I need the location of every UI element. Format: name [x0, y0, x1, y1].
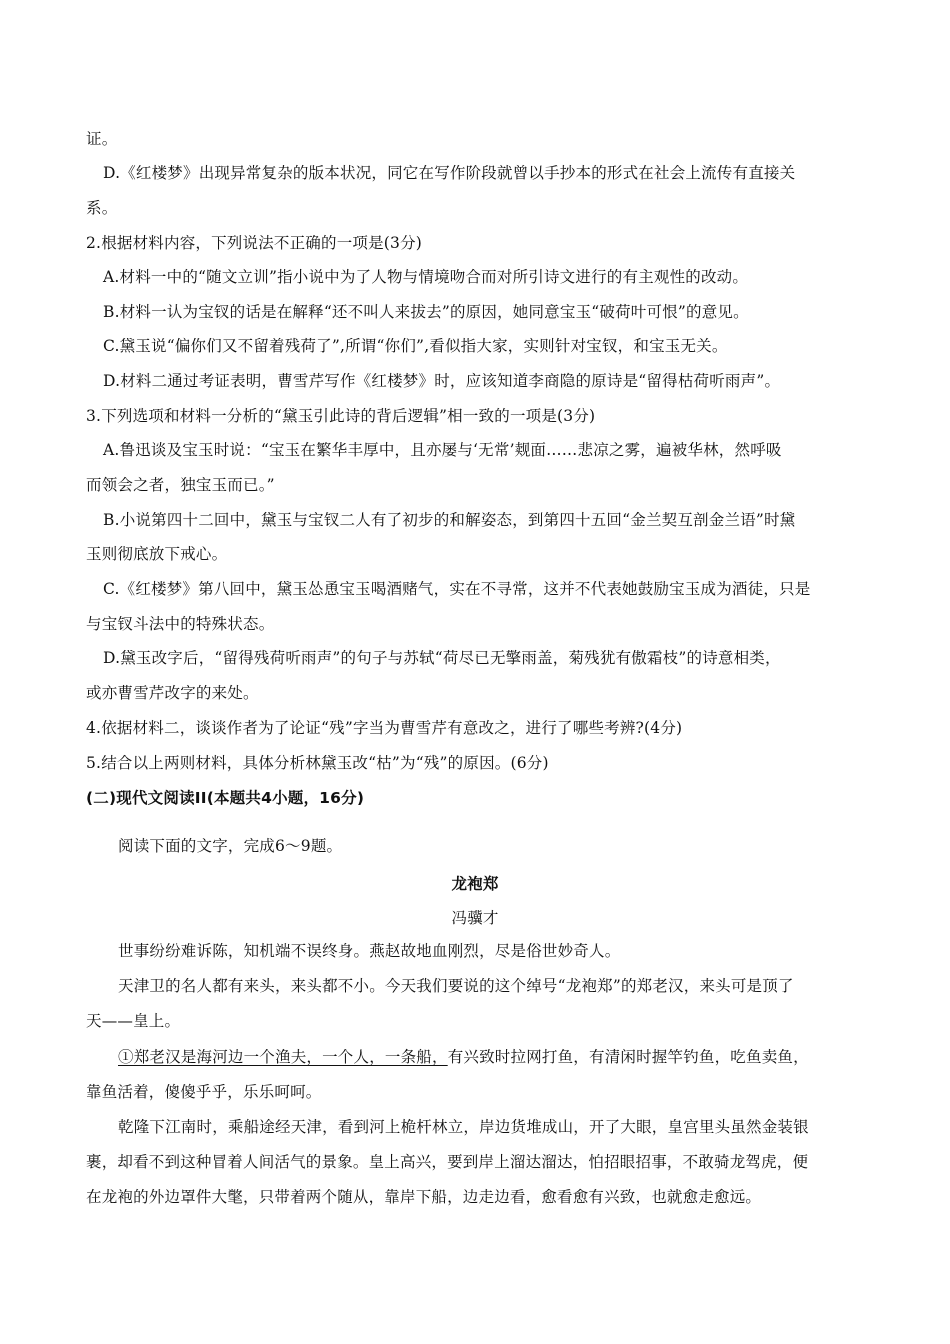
paragraph-line: ①郑老汉是海河边一个渔夫，一个人，一条船，有兴致时拉网打鱼，有清闲时握竿钓鱼，吃鱼卖鱼， [118, 1048, 809, 1066]
poem-line: 世事纷纷难诉陈，知机端不误终身。燕赵故地血刚烈，尽是俗世妙奇人。 [118, 942, 621, 960]
option-b: B.材料一认为宝钗的话是在解释“还不叫人来拔去”的原因，她同意宝玉“破荷叶可恨”的意见。 [103, 303, 749, 321]
text-line: 或亦曹雪芹改字的来处。 [86, 684, 259, 702]
option-a: A.材料一中的“随文立训”指小说中为了人物与情境吻合而对所引诗文进行的有主观性的改动。 [103, 268, 749, 286]
question-4: 4.依据材料二，谈谈作者为了论证“残”字当为曹雪芹有意改之，进行了哪些考辨?(4分) [86, 719, 683, 737]
text-line: 与宝钗斗法中的特殊状态。 [86, 615, 275, 633]
text-line: 而领会之者，独宝玉而已。” [86, 476, 275, 494]
paragraph-line: 乾隆下江南时，乘船途经天津，看到河上桅杆林立，岸边货堆成山，开了大眼，皇宫里头虽然金装银 [118, 1118, 809, 1136]
article-title: 龙袍郑 [451, 875, 499, 893]
text-line: D.《红楼梦》出现异常复杂的版本状况，同它在写作阶段就曾以手抄本的形式在社会上流传有直接关 [103, 164, 796, 182]
question-5: 5.结合以上两则材料，具体分析林黛玉改“枯”为“残”的原因。(6分) [86, 754, 549, 772]
text-line: 系。 [86, 199, 118, 217]
article-author: 冯骥才 [451, 909, 499, 927]
paragraph-line: 天——皇上。 [86, 1012, 181, 1030]
question-2: 2.根据材料内容，下列说法不正确的一项是(3分) [86, 234, 423, 252]
instruction: 阅读下面的文字，完成6～9题。 [118, 837, 343, 855]
option-d: D.黛玉改字后，“留得残荷听雨声”的句子与苏轼“荷尽已无擎雨盖，菊残犹有傲霜枝”的诗意相类， [103, 649, 781, 667]
paragraph-line: 在龙袍的外边罩件大氅，只带着两个随从，靠岸下船，边走边看，愈看愈有兴致，也就愈走愈远。 [86, 1188, 762, 1206]
paragraph-line: 靠鱼活着，傻傻乎乎，乐乐呵呵。 [86, 1083, 322, 1101]
text-line: 证。 [86, 130, 118, 148]
option-c: C.《红楼梦》第八回中，黛玉怂恿宝玉喝酒赌气，实在不寻常，这并不代表她鼓励宝玉成为酒徒，只是 [103, 580, 811, 598]
option-b: B.小说第四十二回中，黛玉与宝钗二人有了初步的和解姿态，到第四十五回“金兰契互剖金兰语”时黛 [103, 511, 796, 529]
option-c: C.黛玉说“偏你们又不留着残荷了”,所谓“你们”,看似指大家，实则针对宝钗，和宝玉无关。 [103, 337, 728, 355]
question-3: 3.下列选项和材料一分析的“黛玉引此诗的背后逻辑”相一致的一项是(3分) [86, 407, 596, 425]
paragraph-line: 裹，却看不到这种冒着人间活气的景象。皇上高兴，要到岸上溜达溜达，怕招眼招事，不敢骑龙驾虎，便 [86, 1153, 809, 1171]
text-line: 玉则彻底放下戒心。 [86, 545, 228, 563]
paragraph-line: 天津卫的名人都有来头，来头都不小。今天我们要说的这个绰号“龙袍郑”的郑老汉，来头可是顶了 [118, 977, 794, 995]
option-d: D.材料二通过考证表明，曹雪芹写作《红楼梦》时，应该知道李商隐的原诗是“留得枯荷听雨声”。 [103, 372, 781, 390]
underlined-sentence: ①郑老汉是海河边一个渔夫，一个人，一条船， [118, 1048, 448, 1066]
section-heading: (二)现代文阅读II(本题共4小题，16分) [86, 789, 365, 807]
option-a: A.鲁迅谈及宝玉时说：“宝玉在繁华丰厚中，且亦屡与‘无常’觌面……悲凉之雾，遍被华林，然呼吸 [103, 441, 782, 459]
